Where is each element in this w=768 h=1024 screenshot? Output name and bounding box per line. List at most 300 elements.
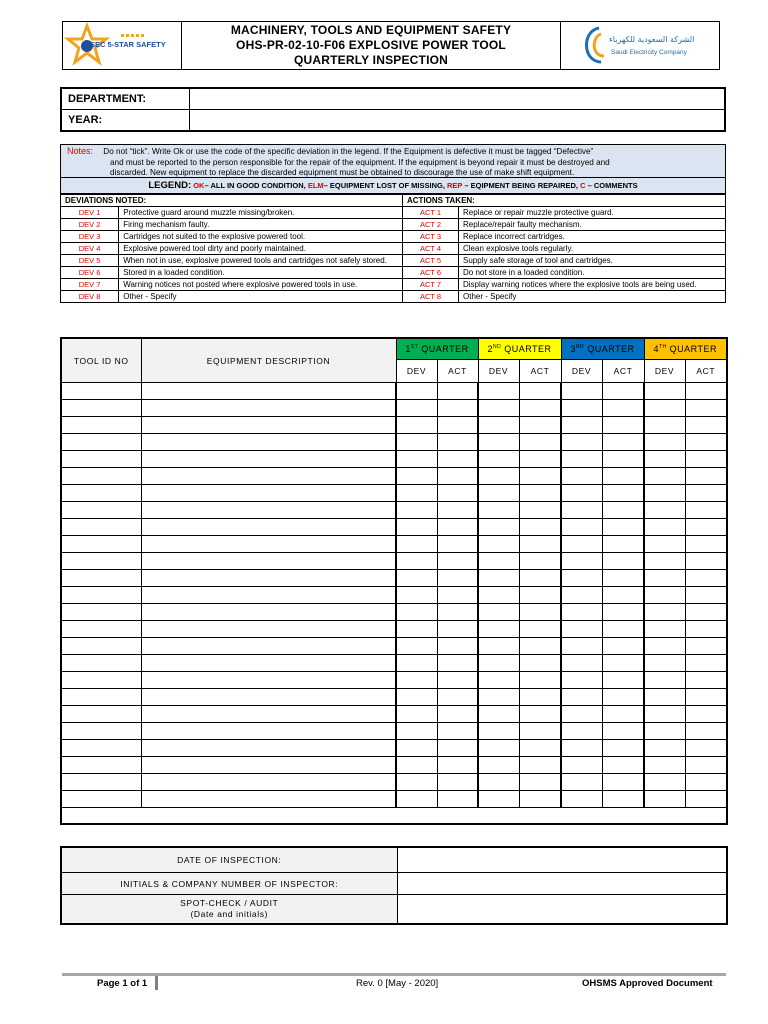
equipment-description-cell[interactable]	[141, 451, 396, 468]
dev-cell[interactable]	[396, 706, 437, 723]
act-cell[interactable]	[602, 604, 644, 621]
tool-id-cell[interactable]	[61, 400, 141, 417]
dev-cell[interactable]	[561, 417, 602, 434]
dev-cell[interactable]	[396, 383, 437, 400]
act-cell[interactable]	[602, 536, 644, 553]
dev-cell[interactable]	[478, 519, 519, 536]
tool-id-cell[interactable]	[61, 774, 141, 791]
quarter-3-header: 3RD QUARTER	[561, 338, 644, 360]
equipment-description-cell[interactable]	[141, 689, 396, 706]
legend-c-code: C	[580, 181, 586, 190]
dev-cell[interactable]	[644, 400, 685, 417]
act-cell[interactable]	[685, 485, 727, 502]
dev-cell[interactable]	[561, 587, 602, 604]
dev-cell[interactable]	[561, 570, 602, 587]
notes-line-3: discarded. New equipment to replace the discarded equipment must be obtained to discourage the use of make shift equipment.	[110, 168, 575, 177]
act-cell[interactable]	[685, 689, 727, 706]
dev-cell[interactable]	[396, 519, 437, 536]
act-cell[interactable]	[519, 757, 561, 774]
act-cell[interactable]	[519, 485, 561, 502]
tool-id-cell[interactable]	[61, 638, 141, 655]
dev-cell[interactable]	[478, 655, 519, 672]
equipment-description-cell[interactable]	[141, 655, 396, 672]
dev-cell[interactable]	[478, 689, 519, 706]
deviations-header: DEVIATIONS NOTED:	[61, 195, 403, 207]
act-cell[interactable]	[519, 383, 561, 400]
act-cell[interactable]	[602, 791, 644, 808]
act-cell[interactable]	[437, 672, 478, 689]
dev-cell[interactable]	[561, 740, 602, 757]
act-cell[interactable]	[602, 655, 644, 672]
dev-cell[interactable]	[561, 791, 602, 808]
action-code: ACT 4	[403, 243, 459, 255]
dev-cell[interactable]	[644, 689, 685, 706]
title-line-3: QUARTERLY INSPECTION	[293, 53, 449, 67]
act-cell[interactable]	[685, 400, 727, 417]
left-logo-text: SEC 5-STAR SAFETY	[90, 40, 166, 49]
act-cell[interactable]	[685, 638, 727, 655]
dev-cell[interactable]	[396, 757, 437, 774]
act-cell[interactable]	[519, 536, 561, 553]
dev-cell[interactable]	[478, 536, 519, 553]
dev-cell[interactable]	[644, 417, 685, 434]
page-number: Page 1 of 1	[97, 978, 148, 989]
act-cell[interactable]	[519, 400, 561, 417]
dev-cell[interactable]	[644, 655, 685, 672]
dev-cell[interactable]	[478, 791, 519, 808]
act-cell[interactable]	[437, 587, 478, 604]
dev-cell[interactable]	[478, 757, 519, 774]
act-cell[interactable]	[602, 434, 644, 451]
table-row	[61, 434, 727, 451]
deviation-rows	[61, 207, 726, 303]
title-line-1: MACHINERY, TOOLS AND EQUIPMENT SAFETY	[230, 23, 512, 37]
act-cell[interactable]	[437, 468, 478, 485]
act-cell[interactable]	[437, 689, 478, 706]
act-cell[interactable]	[602, 570, 644, 587]
tool-id-cell[interactable]	[61, 740, 141, 757]
action-text: Replace or repair muzzle protective guard.	[459, 207, 726, 219]
tool-id-cell[interactable]	[61, 468, 141, 485]
inspector-initials-field[interactable]	[397, 873, 727, 895]
act-cell[interactable]	[685, 417, 727, 434]
act-cell[interactable]	[519, 519, 561, 536]
dev-cell[interactable]	[396, 485, 437, 502]
dev-cell[interactable]	[478, 706, 519, 723]
q2-dev-header: DEV	[478, 360, 519, 383]
dev-cell[interactable]	[478, 451, 519, 468]
dev-cell[interactable]	[478, 587, 519, 604]
dev-cell[interactable]	[561, 723, 602, 740]
spot-check-field[interactable]	[397, 895, 727, 925]
act-cell[interactable]	[602, 468, 644, 485]
dev-cell[interactable]	[644, 740, 685, 757]
dev-cell[interactable]	[561, 451, 602, 468]
dev-cell[interactable]	[478, 638, 519, 655]
act-cell[interactable]	[602, 740, 644, 757]
act-cell[interactable]	[437, 536, 478, 553]
act-cell[interactable]	[437, 570, 478, 587]
act-cell[interactable]	[437, 706, 478, 723]
act-cell[interactable]	[437, 621, 478, 638]
dev-cell[interactable]	[561, 553, 602, 570]
notes-line-2: and must be reported to the person responsible for the repair of the equipment. If the equipment is beyond repair it must be destroyed and	[110, 157, 610, 167]
dev-cell[interactable]	[644, 570, 685, 587]
act-cell[interactable]	[602, 485, 644, 502]
tool-id-cell[interactable]	[61, 434, 141, 451]
tool-id-cell[interactable]	[61, 655, 141, 672]
act-cell[interactable]	[437, 757, 478, 774]
dev-cell[interactable]	[478, 502, 519, 519]
dev-cell[interactable]	[644, 638, 685, 655]
table-row	[61, 689, 727, 706]
dev-cell[interactable]	[561, 621, 602, 638]
dev-cell[interactable]	[396, 434, 437, 451]
act-cell[interactable]	[602, 689, 644, 706]
tool-id-cell[interactable]	[61, 417, 141, 434]
equipment-description-cell[interactable]	[141, 383, 396, 400]
dev-cell[interactable]	[478, 400, 519, 417]
act-cell[interactable]	[685, 502, 727, 519]
dev-cell[interactable]	[644, 621, 685, 638]
act-cell[interactable]	[685, 706, 727, 723]
act-cell[interactable]	[437, 383, 478, 400]
dev-cell[interactable]	[561, 485, 602, 502]
tool-id-cell[interactable]	[61, 587, 141, 604]
dev-cell[interactable]	[396, 791, 437, 808]
equipment-description-cell[interactable]	[141, 774, 396, 791]
equipment-description-cell[interactable]	[141, 740, 396, 757]
tool-id-header: TOOL ID NO	[61, 338, 141, 383]
tool-id-cell[interactable]	[61, 723, 141, 740]
dev-cell[interactable]	[644, 519, 685, 536]
act-cell[interactable]	[602, 621, 644, 638]
equipment-description-cell[interactable]	[141, 570, 396, 587]
dev-cell[interactable]	[396, 689, 437, 706]
act-cell[interactable]	[519, 638, 561, 655]
tool-id-cell[interactable]	[61, 706, 141, 723]
dev-cell[interactable]	[478, 604, 519, 621]
act-cell[interactable]	[685, 672, 727, 689]
dev-cell[interactable]	[644, 485, 685, 502]
dev-cell[interactable]	[644, 723, 685, 740]
dev-cell[interactable]	[396, 723, 437, 740]
dev-cell[interactable]	[396, 655, 437, 672]
equipment-description-cell[interactable]	[141, 757, 396, 774]
equipment-description-cell[interactable]	[141, 434, 396, 451]
dev-cell[interactable]	[644, 706, 685, 723]
act-cell[interactable]	[685, 723, 727, 740]
act-cell[interactable]	[602, 723, 644, 740]
act-cell[interactable]	[437, 740, 478, 757]
deviation-code: DEV 1	[61, 207, 119, 219]
dev-cell[interactable]	[644, 383, 685, 400]
legend-elm-text: – EQUIPMENT LOST OF MISSING,	[323, 181, 447, 190]
act-cell[interactable]	[437, 400, 478, 417]
equipment-description-cell[interactable]	[141, 400, 396, 417]
act-cell[interactable]	[437, 519, 478, 536]
dev-cell[interactable]	[478, 621, 519, 638]
act-cell[interactable]	[437, 791, 478, 808]
q4-dev-header: DEV	[644, 360, 685, 383]
act-cell[interactable]	[437, 638, 478, 655]
dev-cell[interactable]	[478, 774, 519, 791]
act-cell[interactable]	[685, 519, 727, 536]
dev-cell[interactable]	[478, 383, 519, 400]
department-field[interactable]	[190, 88, 726, 110]
act-cell[interactable]	[602, 757, 644, 774]
act-cell[interactable]	[519, 706, 561, 723]
tool-id-cell[interactable]	[61, 451, 141, 468]
act-cell[interactable]	[685, 604, 727, 621]
act-cell[interactable]	[519, 468, 561, 485]
act-cell[interactable]	[602, 451, 644, 468]
dev-cell[interactable]	[644, 672, 685, 689]
dev-cell[interactable]	[396, 553, 437, 570]
dev-cell[interactable]	[644, 774, 685, 791]
dev-cell[interactable]	[396, 451, 437, 468]
act-cell[interactable]	[437, 774, 478, 791]
dev-cell[interactable]	[478, 740, 519, 757]
table-row	[61, 638, 727, 655]
act-cell[interactable]	[519, 570, 561, 587]
equipment-description-cell[interactable]	[141, 604, 396, 621]
dev-cell[interactable]	[644, 468, 685, 485]
dev-cell[interactable]	[396, 740, 437, 757]
act-cell[interactable]	[519, 553, 561, 570]
dev-cell[interactable]	[478, 468, 519, 485]
right-logo-cell	[561, 22, 720, 70]
tool-id-cell[interactable]	[61, 485, 141, 502]
dev-cell[interactable]	[561, 638, 602, 655]
dev-cell[interactable]	[396, 638, 437, 655]
year-field[interactable]	[190, 110, 726, 132]
table-row	[61, 672, 727, 689]
department-table	[60, 87, 726, 132]
act-cell[interactable]	[685, 451, 727, 468]
act-cell[interactable]	[519, 655, 561, 672]
dev-cell[interactable]	[396, 400, 437, 417]
act-cell[interactable]	[437, 485, 478, 502]
dev-cell[interactable]	[561, 689, 602, 706]
quarter-2-header: 2ND QUARTER	[478, 338, 561, 360]
revision-label: Rev. 0 [May - 2020]	[356, 978, 439, 989]
act-cell[interactable]	[602, 502, 644, 519]
act-cell[interactable]	[437, 604, 478, 621]
act-cell[interactable]	[685, 383, 727, 400]
act-cell[interactable]	[519, 451, 561, 468]
q2-act-header: ACT	[519, 360, 561, 383]
act-cell[interactable]	[437, 723, 478, 740]
dev-cell[interactable]	[478, 434, 519, 451]
dev-cell[interactable]	[561, 434, 602, 451]
date-of-inspection-field[interactable]	[397, 847, 727, 873]
act-cell[interactable]	[519, 672, 561, 689]
act-cell[interactable]	[685, 587, 727, 604]
act-cell[interactable]	[602, 774, 644, 791]
dev-cell[interactable]	[396, 672, 437, 689]
tool-id-cell[interactable]	[61, 791, 141, 808]
act-cell[interactable]	[685, 536, 727, 553]
act-cell[interactable]	[602, 400, 644, 417]
equipment-description-cell[interactable]	[141, 587, 396, 604]
equipment-description-cell[interactable]	[141, 485, 396, 502]
act-cell[interactable]	[519, 774, 561, 791]
dev-cell[interactable]	[561, 468, 602, 485]
dev-cell[interactable]	[561, 383, 602, 400]
approved-label: OHSMS Approved Document	[582, 978, 713, 989]
act-cell[interactable]	[519, 434, 561, 451]
act-cell[interactable]	[685, 468, 727, 485]
dev-cell[interactable]	[478, 485, 519, 502]
dev-cell[interactable]	[561, 655, 602, 672]
dev-cell[interactable]	[561, 706, 602, 723]
dev-cell[interactable]	[644, 502, 685, 519]
dev-cell[interactable]	[561, 536, 602, 553]
tool-id-cell[interactable]	[61, 621, 141, 638]
act-cell[interactable]	[685, 655, 727, 672]
dev-cell[interactable]	[561, 604, 602, 621]
act-cell[interactable]	[602, 383, 644, 400]
table-row	[61, 604, 727, 621]
dev-cell[interactable]	[561, 502, 602, 519]
act-cell[interactable]	[602, 587, 644, 604]
dev-cell[interactable]	[644, 434, 685, 451]
act-cell[interactable]	[519, 723, 561, 740]
act-cell[interactable]	[519, 689, 561, 706]
equipment-description-cell[interactable]	[141, 502, 396, 519]
footer-bar	[155, 976, 158, 990]
act-cell[interactable]	[437, 553, 478, 570]
dev-cell[interactable]	[478, 570, 519, 587]
equipment-description-cell[interactable]	[141, 519, 396, 536]
dev-cell[interactable]	[396, 587, 437, 604]
dev-cell[interactable]	[396, 774, 437, 791]
dev-cell[interactable]	[396, 468, 437, 485]
act-cell[interactable]	[519, 791, 561, 808]
action-text: Clean explosive tools regularly.	[459, 243, 726, 255]
tool-id-cell[interactable]	[61, 689, 141, 706]
action-text: Display warning notices where the explosive tools are being used.	[459, 279, 726, 291]
deviation-row	[61, 279, 726, 291]
act-cell[interactable]	[519, 417, 561, 434]
deviation-row	[61, 255, 726, 267]
dev-cell[interactable]	[561, 519, 602, 536]
dev-cell[interactable]	[644, 553, 685, 570]
dev-cell[interactable]	[644, 587, 685, 604]
equipment-description-cell[interactable]	[141, 536, 396, 553]
equipment-description-cell[interactable]	[141, 553, 396, 570]
tool-id-cell[interactable]	[61, 604, 141, 621]
header-title	[182, 22, 561, 70]
deviation-row	[61, 231, 726, 243]
act-cell[interactable]	[685, 621, 727, 638]
equipment-description-cell[interactable]	[141, 706, 396, 723]
dev-cell[interactable]	[396, 536, 437, 553]
equipment-description-cell[interactable]	[141, 621, 396, 638]
act-cell[interactable]	[602, 417, 644, 434]
act-cell[interactable]	[602, 706, 644, 723]
dev-cell[interactable]	[478, 417, 519, 434]
action-code: ACT 8	[403, 291, 459, 303]
act-cell[interactable]	[602, 519, 644, 536]
act-cell[interactable]	[519, 740, 561, 757]
action-code: ACT 1	[403, 207, 459, 219]
dev-cell[interactable]	[396, 502, 437, 519]
tool-id-cell[interactable]	[61, 757, 141, 774]
tool-id-cell[interactable]	[61, 570, 141, 587]
q3-dev-header: DEV	[561, 360, 602, 383]
dev-cell[interactable]	[396, 604, 437, 621]
act-cell[interactable]	[519, 621, 561, 638]
dev-cell[interactable]	[396, 621, 437, 638]
tool-id-cell[interactable]	[61, 672, 141, 689]
act-cell[interactable]	[437, 417, 478, 434]
dev-cell[interactable]	[561, 672, 602, 689]
act-cell[interactable]	[519, 587, 561, 604]
dev-cell[interactable]	[396, 417, 437, 434]
act-cell[interactable]	[437, 502, 478, 519]
act-cell[interactable]	[437, 434, 478, 451]
equipment-description-cell[interactable]	[141, 672, 396, 689]
act-cell[interactable]	[437, 655, 478, 672]
year-label: YEAR:	[61, 110, 190, 132]
equipment-description-cell[interactable]	[141, 723, 396, 740]
act-cell[interactable]	[519, 604, 561, 621]
tool-id-cell[interactable]	[61, 519, 141, 536]
dev-cell[interactable]	[561, 774, 602, 791]
table-row	[61, 383, 727, 400]
act-cell[interactable]	[602, 638, 644, 655]
act-cell[interactable]	[519, 502, 561, 519]
dev-cell[interactable]	[644, 451, 685, 468]
act-cell[interactable]	[437, 451, 478, 468]
dev-cell[interactable]	[644, 757, 685, 774]
equipment-description-cell[interactable]	[141, 468, 396, 485]
act-cell[interactable]	[685, 434, 727, 451]
dev-cell[interactable]	[561, 400, 602, 417]
sec-emblem-icon	[579, 22, 619, 69]
dev-cell[interactable]	[478, 723, 519, 740]
act-cell[interactable]	[685, 570, 727, 587]
spot-check-label: SPOT-CHECK / AUDIT (Date and initials)	[61, 895, 397, 925]
dev-cell[interactable]	[478, 553, 519, 570]
equipment-description-cell[interactable]	[141, 638, 396, 655]
tool-id-cell[interactable]	[61, 553, 141, 570]
equipment-description-cell[interactable]	[141, 417, 396, 434]
act-cell[interactable]	[685, 791, 727, 808]
tool-id-cell[interactable]	[61, 383, 141, 400]
act-cell[interactable]	[685, 774, 727, 791]
dev-cell[interactable]	[396, 570, 437, 587]
dev-cell[interactable]	[644, 791, 685, 808]
equipment-description-cell[interactable]	[141, 791, 396, 808]
act-cell[interactable]	[602, 672, 644, 689]
act-cell[interactable]	[602, 553, 644, 570]
dev-cell[interactable]	[561, 757, 602, 774]
deviation-code: DEV 5	[61, 255, 119, 267]
act-cell[interactable]	[685, 740, 727, 757]
dev-cell[interactable]	[644, 536, 685, 553]
dev-cell[interactable]	[478, 672, 519, 689]
tool-id-cell[interactable]	[61, 502, 141, 519]
dev-cell[interactable]	[644, 604, 685, 621]
tool-id-cell[interactable]	[61, 536, 141, 553]
notes-box	[60, 144, 726, 178]
act-cell[interactable]	[685, 553, 727, 570]
act-cell[interactable]	[685, 757, 727, 774]
inspector-initials-label: INITIALS & COMPANY NUMBER OF INSPECTOR:	[61, 873, 397, 895]
